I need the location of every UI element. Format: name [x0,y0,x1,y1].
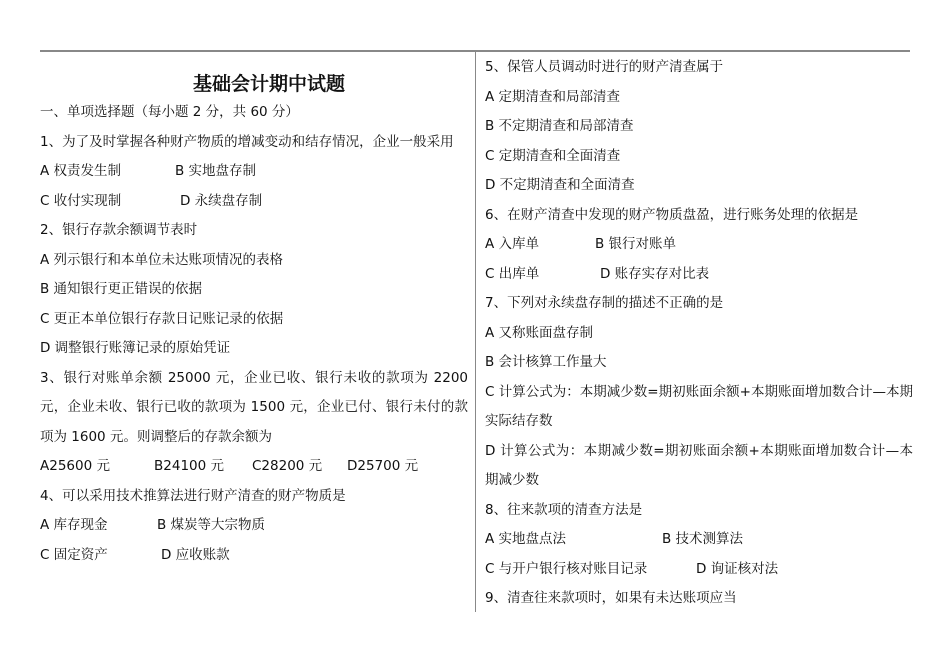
column-divider [475,52,476,612]
q2-option-d: D 调整银行账簿记录的原始凭证 [40,340,231,356]
q7-option-b: B 会计核算工作量大 [485,354,607,370]
q6-options-row-1 [485,230,913,260]
q6-option-d: D 账存实存对比表 [600,265,710,282]
q3-options [40,452,468,482]
q5-option-d: D 不定期清查和全面清查 [485,177,635,193]
q4-option-b: B 煤炭等大宗物质 [157,517,266,533]
q5-option-a: A 定期清查和局部清查 [485,88,621,105]
q8-option-c: C 与开户银行核对账目记录 [485,560,648,577]
q8-option-b: B 技术测算法 [662,531,744,547]
q7-option-a: A 又称账面盘存制 [485,324,594,341]
question-6: 6、在财产清查中发现的财产物质盘盈，进行账务处理的依据是 [485,206,859,223]
q1-option-b: B 实地盘存制 [175,163,257,179]
q4-option-a: A 库存现金 [40,517,108,533]
question-8: 8、往来款项的清查方法是 [485,501,643,518]
q2-option-b: B 通知银行更正错误的依据 [40,281,203,297]
question-5: 5、保管人员调动时进行的财产清查属于 [485,59,724,75]
q4-options-row-2 [40,541,468,571]
q1-option-a: A 权责发生制 [40,163,122,179]
q6-option-c: C 出库单 [485,265,540,282]
page-title: 基础会计期中试题 [192,73,345,95]
question-1: 1、为了及时掌握各种财产物质的增减变动和结存情况，企业一般采用 [40,133,454,150]
section-heading: 一、单项选择题（每小题 2 分，共 60 分） [40,104,299,120]
question-4: 4、可以采用技术推算法进行财产清查的财产物质是 [40,487,346,504]
q6-option-b: B 银行对账单 [595,236,677,252]
q3-option-a: A25600 元 [40,458,110,474]
q8-options-row-2 [485,555,913,585]
q5-option-c: C 定期清查和全面清查 [485,147,621,164]
question-7: 7、下列对永续盘存制的描述不正确的是 [485,295,724,311]
q1-option-c: C 收付实现制 [40,192,122,209]
q4-option-c: C 固定资产 [40,546,108,563]
q5-option-b: B 不定期清查和局部清查 [485,118,634,134]
q1-options-row-1 [40,157,468,187]
q8-option-d: D 询证核对法 [696,560,779,577]
q8-options-row-1 [485,525,913,555]
q6-options-row-2 [485,260,913,290]
q3-option-b: B24100 元 [154,458,224,474]
q2-option-c: C 更正本单位银行存款日记账记录的依据 [40,310,284,327]
left-column [40,52,468,570]
q3-option-c: C28200 元 [252,458,323,474]
right-column [485,52,913,614]
q3-option-d: D25700 元 [347,458,419,474]
question-9: 9、清查往来款项时，如果有未达账项应当 [485,590,737,606]
q1-options-row-2 [40,187,468,217]
q7-option-c: C 计算公式为：本期减少数=期初账面余额+本期账面增加数合计—本期实际结存数 [485,383,913,429]
question-3: 3、银行对账单余额 25000 元，企业已收、银行未收的款项为 2200 元，企业未收、银行已收的款项为 1500 元，企业已付、银行未付的款项为 1600 元。则调整后的存款余额为 [40,369,468,445]
q1-option-d: D 永续盘存制 [180,192,263,209]
question-2: 2、银行存款余额调节表时 [40,222,198,238]
q6-option-a: A 入库单 [485,236,540,252]
q8-option-a: A 实地盘点法 [485,531,567,547]
q7-option-d: D 计算公式为：本期减少数=期初账面余额+本期账面增加数合计—本期减少数 [485,442,913,488]
q4-option-d: D 应收账款 [161,546,230,563]
q2-option-a: A 列示银行和本单位未达账项情况的表格 [40,251,284,268]
q4-options-row-1 [40,511,468,541]
